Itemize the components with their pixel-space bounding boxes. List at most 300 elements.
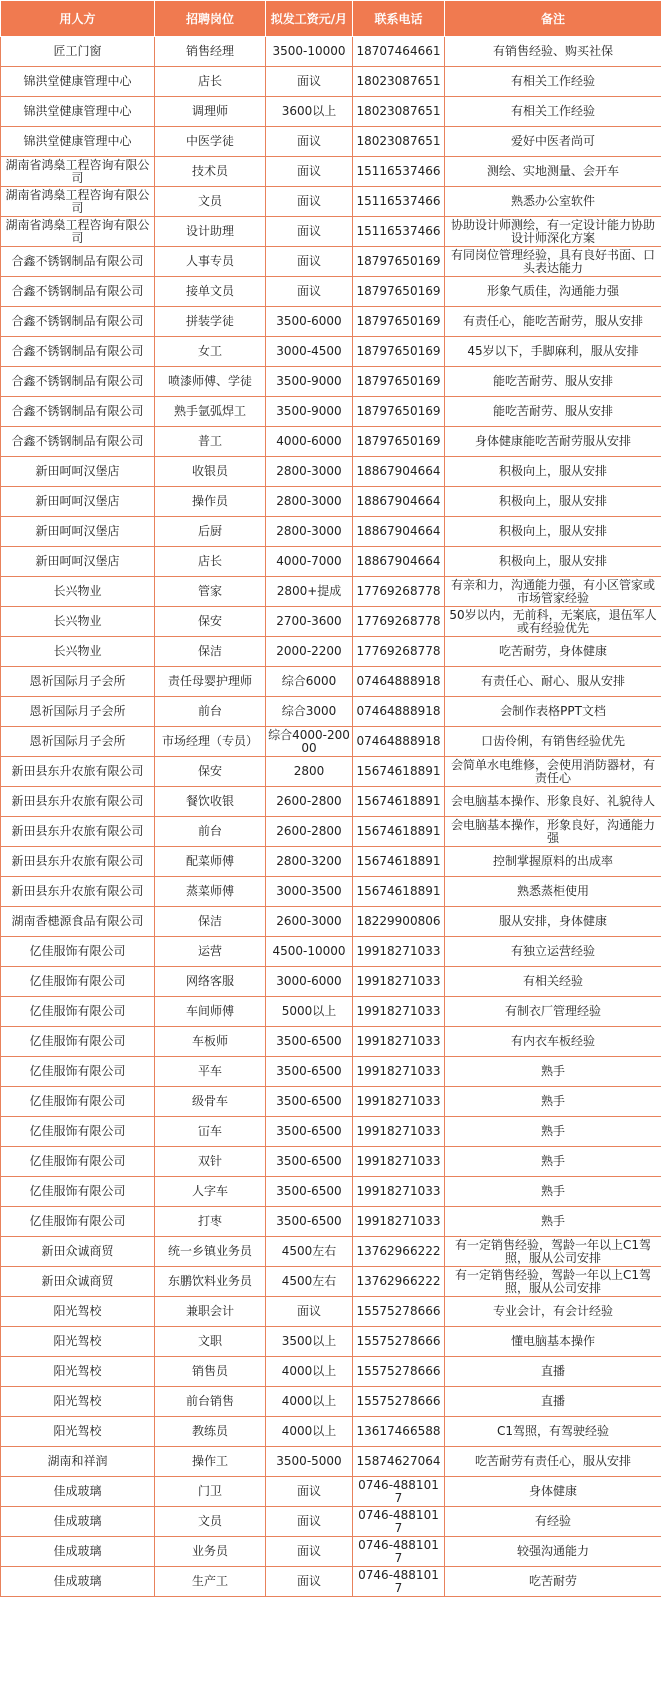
phone-cell: 17769268778 (353, 637, 445, 667)
employer-cell: 湖南和祥润 (1, 1447, 155, 1477)
position-cell: 门卫 (155, 1477, 266, 1507)
table-row (1, 1507, 661, 1537)
salary-cell: 2800-3200 (266, 847, 353, 877)
phone-cell: 19918271033 (353, 1207, 445, 1237)
employer-cell: 阳光驾校 (1, 1417, 155, 1447)
remarks-cell: 直播 (445, 1387, 661, 1417)
phone-cell: 17769268778 (353, 577, 445, 607)
remarks-cell: 懂电脑基本操作 (445, 1327, 661, 1357)
position-cell: 后厨 (155, 517, 266, 547)
position-cell: 业务员 (155, 1537, 266, 1567)
table-row (1, 1267, 661, 1297)
header-employer: 用人方 (1, 1, 155, 37)
position-cell: 文员 (155, 1507, 266, 1537)
table-row (1, 1207, 661, 1237)
salary-cell: 2600-2800 (266, 817, 353, 847)
remarks-cell: 积极向上，服从安排 (445, 457, 661, 487)
employer-cell: 阳光驾校 (1, 1327, 155, 1357)
position-cell: 生产工 (155, 1567, 266, 1597)
employer-cell: 长兴物业 (1, 577, 155, 607)
phone-cell: 15575278666 (353, 1357, 445, 1387)
employer-cell: 新田呵呵汉堡店 (1, 517, 155, 547)
remarks-cell: 身体健康能吃苦耐劳服从安排 (445, 427, 661, 457)
table-row (1, 697, 661, 727)
phone-cell: 0746-4881017 (353, 1537, 445, 1567)
salary-cell: 3500-9000 (266, 397, 353, 427)
header-row (1, 1, 661, 37)
employer-cell: 湖南香槵源食品有限公司 (1, 907, 155, 937)
phone-cell: 18023087651 (353, 127, 445, 157)
position-cell: 打枣 (155, 1207, 266, 1237)
salary-cell: 2800-3000 (266, 457, 353, 487)
position-cell: 技术员 (155, 157, 266, 187)
salary-cell: 3000-4500 (266, 337, 353, 367)
phone-cell: 0746-4881017 (353, 1567, 445, 1597)
position-cell: 销售员 (155, 1357, 266, 1387)
position-cell: 调理师 (155, 97, 266, 127)
position-cell: 保安 (155, 607, 266, 637)
phone-cell: 18797650169 (353, 277, 445, 307)
position-cell: 保洁 (155, 907, 266, 937)
salary-cell: 3500-6500 (266, 1027, 353, 1057)
position-cell: 接单文员 (155, 277, 266, 307)
remarks-cell: 口齿伶俐，有销售经验优先 (445, 727, 661, 757)
remarks-cell: 吃苦耐劳有责任心，服从安排 (445, 1447, 661, 1477)
position-cell: 人字车 (155, 1177, 266, 1207)
employer-cell: 合鑫不锈钢制品有限公司 (1, 307, 155, 337)
employer-cell: 新田众诚商贸 (1, 1237, 155, 1267)
employer-cell: 合鑫不锈钢制品有限公司 (1, 427, 155, 457)
remarks-cell: 吃苦耐劳 (445, 1567, 661, 1597)
position-cell: 中医学徒 (155, 127, 266, 157)
employer-cell: 长兴物业 (1, 637, 155, 667)
phone-cell: 15674618891 (353, 757, 445, 787)
table-row (1, 1327, 661, 1357)
employer-cell: 新田呵呵汉堡店 (1, 457, 155, 487)
phone-cell: 07464888918 (353, 697, 445, 727)
position-cell: 车间师傅 (155, 997, 266, 1027)
position-cell: 冚车 (155, 1117, 266, 1147)
table-row (1, 1027, 661, 1057)
employer-cell: 合鑫不锈钢制品有限公司 (1, 367, 155, 397)
table-row (1, 1147, 661, 1177)
table-row (1, 937, 661, 967)
salary-cell: 面议 (266, 1297, 353, 1327)
remarks-cell: 有同岗位管理经验，具有良好书面、口头表达能力 (445, 247, 661, 277)
salary-cell: 面议 (266, 1477, 353, 1507)
position-cell: 运营 (155, 937, 266, 967)
salary-cell: 4500左右 (266, 1237, 353, 1267)
phone-cell: 13617466588 (353, 1417, 445, 1447)
remarks-cell: 协助设计师测绘，有一定设计能力协助设计师深化方案 (445, 217, 661, 247)
employer-cell: 亿佳服饰有限公司 (1, 1207, 155, 1237)
position-cell: 女工 (155, 337, 266, 367)
salary-cell: 3500-9000 (266, 367, 353, 397)
remarks-cell: 积极向上，服从安排 (445, 487, 661, 517)
table-row (1, 67, 661, 97)
salary-cell: 面议 (266, 1537, 353, 1567)
employer-cell: 佳成玻璃 (1, 1477, 155, 1507)
phone-cell: 18797650169 (353, 337, 445, 367)
employer-cell: 亿佳服饰有限公司 (1, 937, 155, 967)
position-cell: 兼职会计 (155, 1297, 266, 1327)
salary-cell: 5000以上 (266, 997, 353, 1027)
remarks-cell: 熟悉办公室软件 (445, 187, 661, 217)
phone-cell: 19918271033 (353, 1177, 445, 1207)
remarks-cell: 专业会计，有会计经验 (445, 1297, 661, 1327)
position-cell: 保安 (155, 757, 266, 787)
employer-cell: 合鑫不锈钢制品有限公司 (1, 247, 155, 277)
employer-cell: 佳成玻璃 (1, 1567, 155, 1597)
remarks-cell: 有一定销售经验，驾龄一年以上C1驾照，服从公司安排 (445, 1267, 661, 1297)
salary-cell: 综合3000 (266, 697, 353, 727)
position-cell: 前台 (155, 817, 266, 847)
table-row (1, 577, 661, 607)
phone-cell: 15575278666 (353, 1387, 445, 1417)
employer-cell: 恩祈国际月子会所 (1, 667, 155, 697)
phone-cell: 18797650169 (353, 397, 445, 427)
phone-cell: 18797650169 (353, 427, 445, 457)
table-row (1, 607, 661, 637)
header-phone: 联系电话 (353, 1, 445, 37)
employer-cell: 阳光驾校 (1, 1297, 155, 1327)
table-row (1, 487, 661, 517)
table-row (1, 727, 661, 757)
salary-cell: 4500左右 (266, 1267, 353, 1297)
table-row (1, 1117, 661, 1147)
table-row (1, 247, 661, 277)
phone-cell: 19918271033 (353, 937, 445, 967)
remarks-cell: 熟手 (445, 1177, 661, 1207)
table-row (1, 397, 661, 427)
employer-cell: 恩祈国际月子会所 (1, 697, 155, 727)
table-row (1, 907, 661, 937)
position-cell: 店长 (155, 67, 266, 97)
phone-cell: 18797650169 (353, 367, 445, 397)
phone-cell: 18797650169 (353, 247, 445, 277)
remarks-cell: 爱好中医者尚可 (445, 127, 661, 157)
table-row (1, 277, 661, 307)
employer-cell: 匠工门窗 (1, 37, 155, 67)
salary-cell: 3500-5000 (266, 1447, 353, 1477)
table-row (1, 457, 661, 487)
phone-cell: 07464888918 (353, 667, 445, 697)
salary-cell: 2800-3000 (266, 517, 353, 547)
salary-cell: 3500-6500 (266, 1087, 353, 1117)
employer-cell: 湖南省鸿燊工程咨询有限公司 (1, 187, 155, 217)
phone-cell: 15116537466 (353, 217, 445, 247)
remarks-cell: C1驾照，有驾驶经验 (445, 1417, 661, 1447)
employer-cell: 合鑫不锈钢制品有限公司 (1, 397, 155, 427)
position-cell: 责任母婴护理师 (155, 667, 266, 697)
table-body (1, 37, 661, 1597)
phone-cell: 18797650169 (353, 307, 445, 337)
remarks-cell: 较强沟通能力 (445, 1537, 661, 1567)
position-cell: 操作工 (155, 1447, 266, 1477)
phone-cell: 19918271033 (353, 967, 445, 997)
salary-cell: 面议 (266, 67, 353, 97)
salary-cell: 3500-6500 (266, 1147, 353, 1177)
table-row (1, 547, 661, 577)
salary-cell: 综合6000 (266, 667, 353, 697)
position-cell: 统一乡镇业务员 (155, 1237, 266, 1267)
phone-cell: 13762966222 (353, 1267, 445, 1297)
salary-cell: 3000-3500 (266, 877, 353, 907)
position-cell: 网络客服 (155, 967, 266, 997)
header-position: 招聘岗位 (155, 1, 266, 37)
phone-cell: 15674618891 (353, 817, 445, 847)
remarks-cell: 会电脑基本操作、形象良好、礼貌待人 (445, 787, 661, 817)
phone-cell: 15674618891 (353, 847, 445, 877)
salary-cell: 面议 (266, 247, 353, 277)
table-row (1, 1177, 661, 1207)
salary-cell: 3000-6000 (266, 967, 353, 997)
table-row (1, 1087, 661, 1117)
phone-cell: 18867904664 (353, 517, 445, 547)
table-row (1, 157, 661, 187)
employer-cell: 恩祈国际月子会所 (1, 727, 155, 757)
phone-cell: 19918271033 (353, 1057, 445, 1087)
remarks-cell: 会电脑基本操作，形象良好，沟通能力强 (445, 817, 661, 847)
remarks-cell: 熟手 (445, 1087, 661, 1117)
employer-cell: 新田县东升农旅有限公司 (1, 787, 155, 817)
phone-cell: 18023087651 (353, 67, 445, 97)
position-cell: 前台销售 (155, 1387, 266, 1417)
table-row (1, 1057, 661, 1087)
position-cell: 拼装学徒 (155, 307, 266, 337)
table-row (1, 337, 661, 367)
position-cell: 普工 (155, 427, 266, 457)
employer-cell: 亿佳服饰有限公司 (1, 1117, 155, 1147)
position-cell: 市场经理（专员） (155, 727, 266, 757)
employer-cell: 湖南省鸿燊工程咨询有限公司 (1, 217, 155, 247)
employer-cell: 新田县东升农旅有限公司 (1, 877, 155, 907)
employer-cell: 佳成玻璃 (1, 1507, 155, 1537)
table-row (1, 367, 661, 397)
phone-cell: 15674618891 (353, 877, 445, 907)
remarks-cell: 服从安排，身体健康 (445, 907, 661, 937)
position-cell: 蒸菜师傅 (155, 877, 266, 907)
remarks-cell: 有责任心、耐心、服从安排 (445, 667, 661, 697)
employer-cell: 亿佳服饰有限公司 (1, 1057, 155, 1087)
employer-cell: 长兴物业 (1, 607, 155, 637)
table-row (1, 997, 661, 1027)
phone-cell: 07464888918 (353, 727, 445, 757)
phone-cell: 13762966222 (353, 1237, 445, 1267)
table-row (1, 1237, 661, 1267)
remarks-cell: 熟手 (445, 1117, 661, 1147)
position-cell: 销售经理 (155, 37, 266, 67)
remarks-cell: 积极向上，服从安排 (445, 517, 661, 547)
remarks-cell: 有独立运营经验 (445, 937, 661, 967)
salary-cell: 面议 (266, 157, 353, 187)
salary-cell: 3500-6000 (266, 307, 353, 337)
salary-cell: 2600-3000 (266, 907, 353, 937)
salary-cell: 2800-3000 (266, 487, 353, 517)
position-cell: 管家 (155, 577, 266, 607)
phone-cell: 19918271033 (353, 1027, 445, 1057)
table-row (1, 307, 661, 337)
table-row (1, 1477, 661, 1507)
remarks-cell: 有相关工作经验 (445, 67, 661, 97)
salary-cell: 2800+提成 (266, 577, 353, 607)
employer-cell: 阳光驾校 (1, 1387, 155, 1417)
employer-cell: 阳光驾校 (1, 1357, 155, 1387)
employer-cell: 亿佳服饰有限公司 (1, 997, 155, 1027)
employer-cell: 锦洪堂健康管理中心 (1, 67, 155, 97)
salary-cell: 2600-2800 (266, 787, 353, 817)
position-cell: 东鹏饮料业务员 (155, 1267, 266, 1297)
table-row (1, 1297, 661, 1327)
table-row (1, 1537, 661, 1567)
remarks-cell: 50岁以内，无前科，无案底，退伍军人或有经验优先 (445, 607, 661, 637)
position-cell: 双针 (155, 1147, 266, 1177)
remarks-cell: 熟手 (445, 1207, 661, 1237)
phone-cell: 0746-4881017 (353, 1507, 445, 1537)
salary-cell: 4000以上 (266, 1357, 353, 1387)
table-row (1, 1447, 661, 1477)
remarks-cell: 身体健康 (445, 1477, 661, 1507)
table-row (1, 877, 661, 907)
remarks-cell: 熟手 (445, 1147, 661, 1177)
remarks-cell: 会制作表格PPT文档 (445, 697, 661, 727)
position-cell: 喷漆师傅、学徒 (155, 367, 266, 397)
salary-cell: 4000以上 (266, 1387, 353, 1417)
employer-cell: 湖南省鸿燊工程咨询有限公司 (1, 157, 155, 187)
phone-cell: 0746-4881017 (353, 1477, 445, 1507)
position-cell: 前台 (155, 697, 266, 727)
employer-cell: 新田众诚商贸 (1, 1267, 155, 1297)
salary-cell: 面议 (266, 127, 353, 157)
phone-cell: 15575278666 (353, 1327, 445, 1357)
table-row (1, 427, 661, 457)
employer-cell: 亿佳服饰有限公司 (1, 1177, 155, 1207)
salary-cell: 2800 (266, 757, 353, 787)
phone-cell: 18867904664 (353, 457, 445, 487)
position-cell: 平车 (155, 1057, 266, 1087)
employer-cell: 亿佳服饰有限公司 (1, 1087, 155, 1117)
table-row (1, 1357, 661, 1387)
salary-cell: 3500-10000 (266, 37, 353, 67)
remarks-cell: 会简单水电维修，会使用消防器材，有责任心 (445, 757, 661, 787)
salary-cell: 3500-6500 (266, 1177, 353, 1207)
table-row (1, 37, 661, 67)
remarks-cell: 积极向上，服从安排 (445, 547, 661, 577)
employer-cell: 佳成玻璃 (1, 1537, 155, 1567)
position-cell: 车板师 (155, 1027, 266, 1057)
table-row (1, 1567, 661, 1597)
salary-cell: 3500-6500 (266, 1057, 353, 1087)
table-row (1, 187, 661, 217)
salary-cell: 3500以上 (266, 1327, 353, 1357)
salary-cell: 4000-7000 (266, 547, 353, 577)
table-row (1, 517, 661, 547)
phone-cell: 18707464661 (353, 37, 445, 67)
table-row (1, 1417, 661, 1447)
employer-cell: 新田县东升农旅有限公司 (1, 847, 155, 877)
phone-cell: 15116537466 (353, 157, 445, 187)
salary-cell: 4000以上 (266, 1417, 353, 1447)
salary-cell: 3600以上 (266, 97, 353, 127)
header-salary: 拟发工资元/月 (266, 1, 353, 37)
table-row (1, 817, 661, 847)
table-row (1, 1387, 661, 1417)
remarks-cell: 有经验 (445, 1507, 661, 1537)
table-row (1, 787, 661, 817)
phone-cell: 19918271033 (353, 1117, 445, 1147)
table-row (1, 667, 661, 697)
phone-cell: 18023087651 (353, 97, 445, 127)
position-cell: 设计助理 (155, 217, 266, 247)
employer-cell: 亿佳服饰有限公司 (1, 1147, 155, 1177)
table-row (1, 217, 661, 247)
salary-cell: 4000-6000 (266, 427, 353, 457)
phone-cell: 17769268778 (353, 607, 445, 637)
remarks-cell: 有相关工作经验 (445, 97, 661, 127)
position-cell: 操作员 (155, 487, 266, 517)
remarks-cell: 有内衣车板经验 (445, 1027, 661, 1057)
table-row (1, 847, 661, 877)
table-row (1, 97, 661, 127)
position-cell: 收银员 (155, 457, 266, 487)
position-cell: 文员 (155, 187, 266, 217)
remarks-cell: 形象气质佳，沟通能力强 (445, 277, 661, 307)
salary-cell: 2700-3600 (266, 607, 353, 637)
salary-cell: 面议 (266, 277, 353, 307)
remarks-cell: 吃苦耐劳，身体健康 (445, 637, 661, 667)
remarks-cell: 有销售经验、购买社保 (445, 37, 661, 67)
salary-cell: 面议 (266, 217, 353, 247)
employer-cell: 新田呵呵汉堡店 (1, 547, 155, 577)
table-row (1, 757, 661, 787)
position-cell: 保洁 (155, 637, 266, 667)
remarks-cell: 有一定销售经验，驾龄一年以上C1驾照，服从公司安排 (445, 1237, 661, 1267)
phone-cell: 18229900806 (353, 907, 445, 937)
employer-cell: 亿佳服饰有限公司 (1, 1027, 155, 1057)
phone-cell: 15874627064 (353, 1447, 445, 1477)
salary-cell: 面议 (266, 1507, 353, 1537)
phone-cell: 15674618891 (353, 787, 445, 817)
phone-cell: 19918271033 (353, 1087, 445, 1117)
employer-cell: 合鑫不锈钢制品有限公司 (1, 337, 155, 367)
position-cell: 人事专员 (155, 247, 266, 277)
table-row (1, 637, 661, 667)
header-remarks: 备注 (445, 1, 661, 37)
remarks-cell: 能吃苦耐劳、服从安排 (445, 397, 661, 427)
table-row (1, 127, 661, 157)
position-cell: 熟手氩弧焊工 (155, 397, 266, 427)
table-row (1, 967, 661, 997)
position-cell: 文职 (155, 1327, 266, 1357)
remarks-cell: 能吃苦耐劳、服从安排 (445, 367, 661, 397)
table-header (1, 1, 661, 37)
employer-cell: 亿佳服饰有限公司 (1, 967, 155, 997)
position-cell: 级骨车 (155, 1087, 266, 1117)
position-cell: 店长 (155, 547, 266, 577)
remarks-cell: 熟手 (445, 1057, 661, 1087)
salary-cell: 3500-6500 (266, 1207, 353, 1237)
salary-cell: 综合4000-20000 (266, 727, 353, 757)
remarks-cell: 有相关经验 (445, 967, 661, 997)
employer-cell: 锦洪堂健康管理中心 (1, 97, 155, 127)
salary-cell: 2000-2200 (266, 637, 353, 667)
salary-cell: 4500-10000 (266, 937, 353, 967)
employer-cell: 锦洪堂健康管理中心 (1, 127, 155, 157)
remarks-cell: 45岁以下，手脚麻利，服从安排 (445, 337, 661, 367)
employer-cell: 新田县东升农旅有限公司 (1, 757, 155, 787)
remarks-cell: 有责任心，能吃苦耐劳，服从安排 (445, 307, 661, 337)
salary-cell: 面议 (266, 187, 353, 217)
